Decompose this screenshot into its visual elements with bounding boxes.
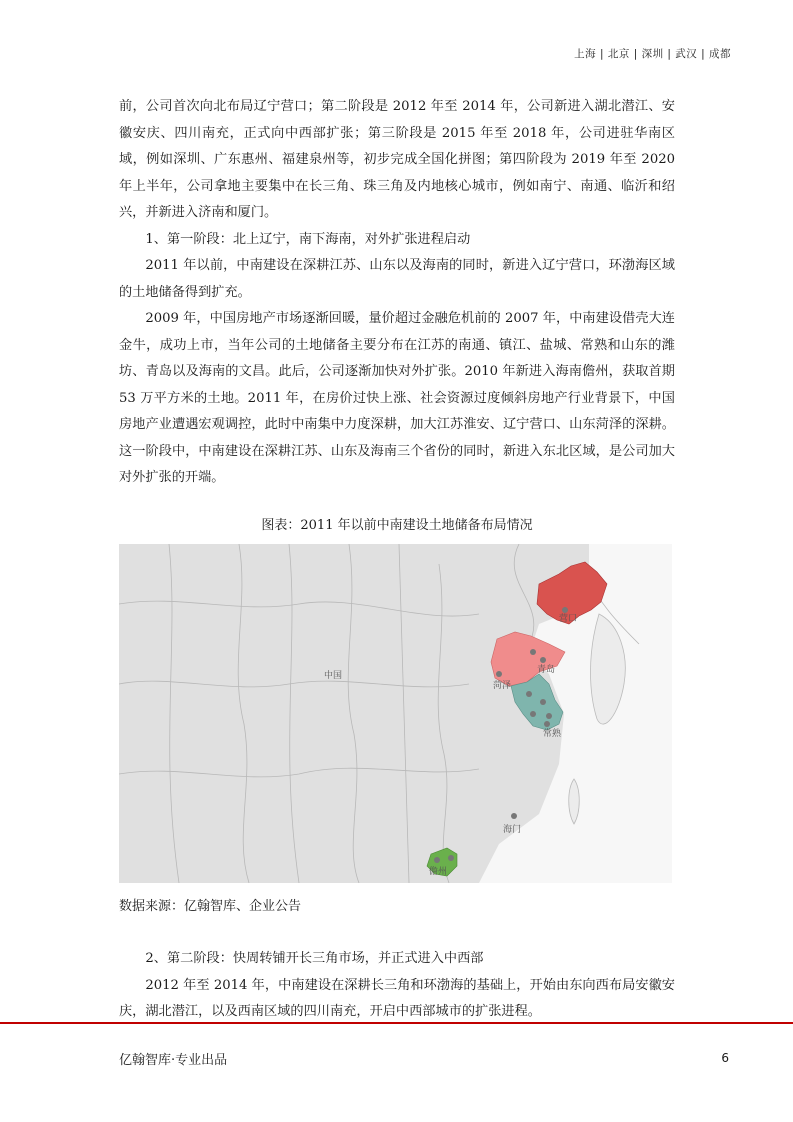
map-svg xyxy=(119,544,672,883)
data-source: 数据来源：亿翰智库、企业公告 xyxy=(119,899,302,914)
section-heading-1: 1、第一阶段：北上辽宁，南下海南，对外扩张进程启动 xyxy=(145,231,471,247)
label-danzhou: 儋州 xyxy=(429,867,448,877)
land-reserve-map xyxy=(119,544,672,883)
label-yingkou: 营口 xyxy=(559,614,578,624)
footer-brand: 亿翰智库·专业出品 xyxy=(119,1053,228,1068)
city-dot-yancheng xyxy=(540,699,546,705)
paragraph-2011: 2011 年以前，中南建设在深耕江苏、山东以及海南的同时，新进入辽宁营口，环渤海区域的土地储备得到扩充。 xyxy=(119,258,675,300)
label-china: 中国 xyxy=(324,671,343,681)
city-dot-danzhou xyxy=(434,857,440,863)
city-dot-weifang xyxy=(530,649,536,655)
body-block-2 xyxy=(119,946,675,1026)
paragraph-2009: 2009 年，中国房地产市场逐渐回暖，量价超过金融危机前的 2007 年，中南建设借壳大连金牛，成功上市，当年公司的土地储备主要分布在江苏的南通、镇江、盐城、常熟和山东的潍坊、青岛以及海南的文昌。此后，公司逐渐加快对外扩张。2010 年新进入海南儋州，获取首期 53 万平方米的土地。2011 年，在房价过快上涨、社会资源过度倾斜房地产行业背景下，中国房地产业遭遇宏观调控，此时中南集中力度深耕，加大江苏淮安、辽宁营口、山东菏泽的深耕。这一阶段中，中南建设在深耕江苏、山东及海南三个省份的同时，新进入东北区域，是公司加大对外扩张的开端。 xyxy=(119,311,675,485)
city-dot-nantong xyxy=(546,713,552,719)
city-dot-heze xyxy=(496,671,502,677)
header-city-list: 上海 | 北京 | 深圳 | 武汉 | 成都 xyxy=(574,48,731,60)
page-number: 6 xyxy=(721,1051,729,1065)
label-qingdao: 青岛 xyxy=(537,665,556,675)
city-dot-haimen xyxy=(511,813,517,819)
body-block-1 xyxy=(119,94,675,492)
city-dot-huaian xyxy=(526,691,532,697)
city-dot-qingdao xyxy=(540,657,546,663)
city-dot-wenchang xyxy=(448,855,454,861)
city-dot-yingkou xyxy=(562,607,568,613)
city-dot-changshu xyxy=(544,721,550,727)
section-heading-2: 2、第二阶段：快周转铺开长三角市场，并正式进入中西部 xyxy=(145,951,484,966)
paragraph-2012: 2012 年至 2014 年，中南建设在深耕长三角和环渤海的基础上，开始由东向西布局安徽安庆，湖北潜江，以及西南区域的四川南充，开启中西部城市的扩张进程。 xyxy=(119,977,675,1019)
label-haimen: 海门 xyxy=(503,825,522,835)
label-heze: 菏泽 xyxy=(493,681,512,691)
intro-paragraph: 前，公司首次向北布局辽宁营口；第二阶段是 2012 年至 2014 年，公司新进入湖北潜江、安徽安庆、四川南充，正式向中西部扩张；第三阶段是 2015 年至 2018 年，公司进驻华南区域，例如深圳、广东惠州、福建泉州等，初步完成全国化拼图；第四阶段为 2019 年至 2020 年上半年，公司拿地主要集中在长三角、珠三角及内地核心城市，例如南宁、南通、临沂和绍兴，并新进入济南和厦门。 xyxy=(119,99,675,220)
footer-divider xyxy=(0,1022,793,1024)
label-changshu: 常熟 xyxy=(543,729,562,739)
figure-caption: 图表：2011 年以前中南建设土地储备布局情况 xyxy=(261,518,533,533)
city-dot-zhenjiang xyxy=(530,711,536,717)
